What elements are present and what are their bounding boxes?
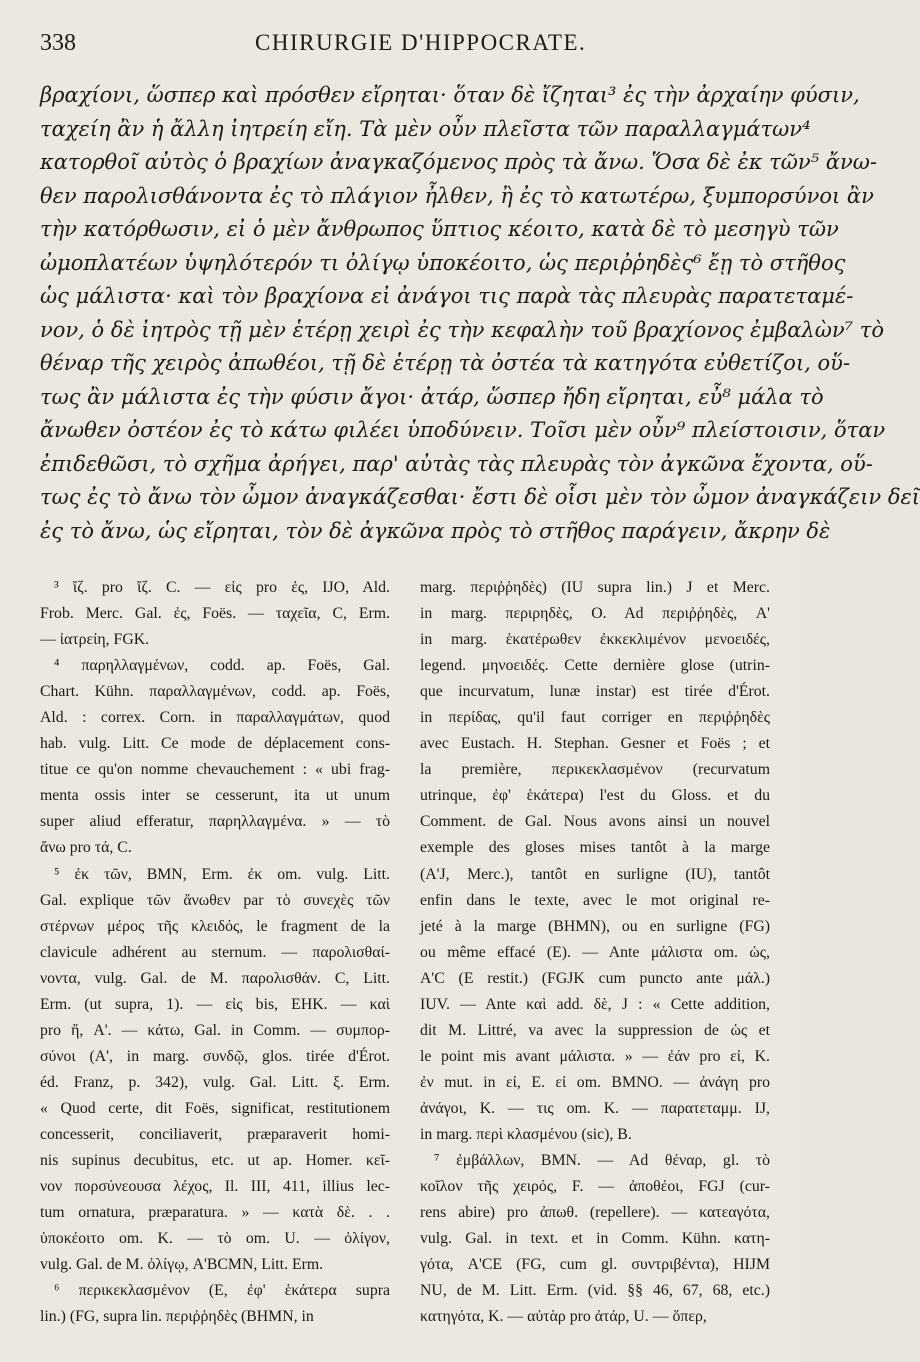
footnote-line: κοῖλον τῆς χειρός, F. — ἀποθέοι, FGJ (cur-	[420, 1178, 770, 1196]
footnote-line: marg. περιῤῥηδὲς) (IU supra lin.) J et Merc.	[420, 579, 770, 596]
footnote-line: ἄνω pro τά, C.	[40, 839, 132, 857]
footnote-line: in marg. περὶ κλασμένου (sic), B.	[420, 1125, 632, 1143]
footnote-line: σύνοι (A', in marg. συνδῷ, glos. tirée d'Érot.	[40, 1047, 390, 1065]
footnote-line: le point mis avant μάλιστα. » — ἐάν pro εἰ, K.	[420, 1047, 770, 1065]
footnote-line: ἀνάγοι, K. — τις om. K. — παρατεταμμ. IJ,	[420, 1099, 770, 1117]
footnote-line: tum ornatura, præparatura. » — κατὰ δὲ. . .	[40, 1204, 390, 1222]
footnote-line: νον πορσύνεουσα λέχος, Il. III, 411, illius lec-	[40, 1178, 390, 1196]
footnote-line: in marg. περιρηδὲς, O. Ad περιῤῥηδὲς, A'	[420, 605, 770, 623]
footnote-line: hab. vulg. Litt. Ce mode de déplacement cons-	[40, 735, 390, 753]
footnotes-right-column	[420, 575, 770, 1330]
footnote-line: ἐν mut. in εἰ, E. εἰ om. BMNO. — ἀνάγη pro	[420, 1073, 770, 1091]
text-line: ἄνωθεν ὀστέον ἐς τὸ κάτω φιλέει ὑποδύνειν. Τοῖσι μὲν οὖν⁹ πλείστοισιν, ὅταν	[40, 418, 886, 442]
text-line: ταχείη ἂν ἡ ἄλλη ἰητρείη εἴη. Τὰ μὲν οὖν πλεῖστα τῶν παραλλαγμάτων⁴	[40, 116, 811, 141]
footnote-line: Chart. Kühn. παραλλαγμένων, codd. ap. Foës,	[40, 683, 390, 701]
footnote-line: κατηγότα, K. — αὐτὰρ pro ἀτάρ, U. — ὅπερ,	[420, 1308, 707, 1326]
footnote-line: titue ce qu'on nomme chevauchement : « ubi frag-	[40, 761, 390, 779]
footnote-line: jeté à la marge (BHMN), ou en surligne (FG)	[420, 917, 770, 935]
text-line: θέναρ τῆς χειρὸς ἀπωθέοι, τῇ δὲ ἑτέρῃ τὰ ὀστέα τὰ κατηγότα εὐθετίζοι, οὕ-	[40, 351, 851, 375]
footnote-line: (A'J, Merc.), tantôt en surligne (IU), tantôt	[420, 865, 770, 883]
footnote-line: γότα, A'CE (FG, cum gl. συντριβέντα), HIJM	[420, 1256, 770, 1274]
footnote-line: ὑποκέοιτο om. K. — τὸ om. U. — ὀλίγον,	[40, 1230, 390, 1248]
footnote-line: Erm. (ut supra, 1). — εἰς bis, EHK. — καὶ	[40, 995, 390, 1013]
footnote-line: ³ ἴζ. pro ἴζ. C. — εἰς pro ἐς, IJO, Ald.	[54, 579, 390, 596]
footnote-line: que incurvatum, lunæ instar) est tirée d'Érot.	[420, 683, 770, 701]
footnote-line: NU, de M. Litt. Erm. (vid. §§ 46, 67, 68, etc.)	[420, 1282, 770, 1300]
footnote-line: — ἰατρείη, FGK.	[40, 631, 150, 649]
footnote-line: in περίδας, qu'il faut corriger en περιῤῥηδὲς	[420, 709, 770, 727]
footnote-line: ⁴ παρηλλαγμένων, codd. ap. Foës, Gal.	[54, 657, 390, 675]
footnote-line: vulg. Gal. in text. et in Comm. Kühn. κατη-	[420, 1230, 770, 1248]
footnote-line: menta ossis inter se cesserunt, ita ut unum	[40, 787, 390, 805]
footnote-line: rens abire) pro ἀπωθ. (repellere). — κατεαγότα,	[420, 1204, 770, 1222]
footnote-line: στέρνων μέρος τῆς κλειδός, le fragment de la	[40, 917, 390, 935]
footnote-line: pro ἤ, A'. — κάτω, Gal. in Comm. — συμπορ-	[40, 1021, 390, 1039]
footnote-line: avec Eustach. H. Stephan. Gesner et Foës ; et	[420, 735, 770, 753]
footnote-line: legend. μηνοειδές. Cette dernière glose (utrin-	[420, 657, 770, 675]
greek-main-text	[40, 79, 920, 548]
text-line: βραχίονι, ὥσπερ καὶ πρόσθεν εἴρηται· ὅταν δὲ ἴζηται³ ἐς τὴν ἀρχαίην φύσιν,	[40, 83, 860, 107]
footnote-line: Gal. explique τῶν ἄνωθεν par τὸ συνεχὲς τῶν	[40, 891, 390, 909]
footnote-line: concesserit, conciliaverit, præparaverit homi-	[40, 1125, 390, 1143]
footnote-line: enfin dans le texte, avec le mot original re-	[420, 891, 770, 909]
footnote-line: IUV. — Ante καὶ add. δὲ, J : « Cette addition,	[420, 995, 770, 1013]
text-line: ἐπιδεθῶσι, τὸ σχῆμα ἀρήγει, παρ' αὐτὰς τὰς πλευρὰς τὸν ἀγκῶνα ἔχοντα, οὕ-	[40, 451, 873, 476]
footnote-line: vulg. Gal. de M. ὀλίγῳ, A'BCMN, Litt. Erm.	[40, 1256, 324, 1274]
footnote-line: νοντα, vulg. Gal. de M. παρολισθάν. C, Litt.	[40, 969, 390, 987]
footnote-line: ⁵ ἐκ τῶν, BMN, Erm. ἐκ om. vulg. Litt.	[54, 865, 390, 883]
text-line: κατορθοῖ αὐτὸς ὁ βραχίων ἀναγκαζόμενος πρὸς τὰ ἄνω. Ὅσα δὲ ἐκ τῶν⁵ ἄνω-	[40, 150, 877, 174]
footnote-line: A'C (E restit.) (FGJK cum puncto ante μάλ.)	[420, 969, 770, 987]
footnotes	[40, 575, 770, 1330]
footnote-line: « Quod certe, dit Foës, significat, restitutionem	[40, 1099, 390, 1117]
footnote-line: nis supinus decubitus, etc. ut ap. Homer. κεῖ-	[40, 1152, 390, 1170]
footnotes-left-column	[40, 575, 390, 1330]
footnote-line: ⁶ περικεκλασμένον (E, ἐφ' ἑκάτερα supra	[54, 1282, 390, 1300]
page-number: 338	[40, 30, 76, 56]
page-header	[40, 30, 770, 64]
footnote-line: in marg. ἑκατέρωθεν ἐκκεκλιμένον μενοειδές,	[420, 631, 770, 649]
running-title: CHIRURGIE D'HIPPOCRATE.	[255, 30, 587, 55]
footnote-line: lin.) (FG, supra lin. περιῤῥηδὲς (BHMN, in	[40, 1308, 314, 1326]
text-line: τως ἐς τὸ ἄνω τὸν ὦμον ἀναγκάζεσθαι· ἔστι δὲ οἷσι μὲν τὸν ὦμον ἀναγκάζειν δεῖ	[40, 485, 920, 509]
text-line: ἐς τὸ ἄνω, ὡς εἴρηται, τὸν δὲ ἀγκῶνα πρὸς τὸ στῆθος παράγειν, ἄκρην δὲ	[40, 518, 831, 543]
text-line: θεν παρολισθάνοντα ἐς τὸ πλάγιον ἦλθεν, ἢ ἐς τὸ κατωτέρω, ξυμπορσύνοι ἂν	[40, 183, 874, 208]
text-line: ὠμοπλατέων ὑψηλότερόν τι ὀλίγῳ ὑποκέοιτο, ὡς περιῤῥηδὲς⁶ ἔῃ τὸ στῆθος	[40, 250, 846, 275]
footnote-line: clavicule adhérent au sternum. — παρολισθαί-	[40, 943, 390, 961]
footnote-line: Frob. Merc. Gal. ἐς, Foës. — ταχεῖα, C, Erm.	[40, 605, 390, 623]
footnote-line: utrinque, ἐφ' ἑκάτερα) l'est du Gloss. et du	[420, 787, 770, 805]
footnote-line: ou même effacé (E). — Ante μάλιστα om. ὡς,	[420, 943, 770, 961]
text-line: τὴν κατόρθωσιν, εἰ ὁ μὲν ἄνθρωπος ὕπτιος κέοιτο, κατὰ δὲ τὸ μεσηγὺ τῶν	[40, 217, 839, 241]
text-line: τως ἂν μάλιστα ἐς τὴν φύσιν ἄγοι· ἀτάρ, ὥσπερ ἤδη εἴρηται, εὖ⁸ μάλα τὸ	[40, 384, 824, 409]
footnote-line: ⁷ ἐμβάλλων, BMN. — Ad θέναρ, gl. τὸ	[434, 1152, 770, 1170]
text-line: ὡς μάλιστα· καὶ τὸν βραχίονα εἰ ἀνάγοι τις παρὰ τὰς πλευρὰς παρατεταμέ-	[40, 284, 854, 308]
footnote-line: éd. Franz, p. 342), vulg. Gal. Litt. ξ. Erm.	[40, 1073, 390, 1091]
footnote-line: super aliud efferatur, παρηλλαγμένα. » — τὸ	[40, 813, 390, 831]
footnote-line: Comment. de Gal. Nous avons ainsi un nouvel	[420, 813, 770, 831]
footnote-line: la première, περικεκλασμένον (recurvatum	[420, 761, 770, 779]
text-line: νον, ὁ δὲ ἰητρὸς τῇ μὲν ἑτέρῃ χειρὶ ἐς τὴν κεφαλὴν τοῦ βραχίονος ἐμβαλὼν⁷ τὸ	[40, 317, 884, 342]
footnote-line: dit M. Littré, va avec la suppression de ὡς et	[420, 1021, 770, 1039]
footnote-line: exemple des gloses mises tantôt à la marge	[420, 839, 770, 857]
footnote-line: Ald. : correx. Corn. in παραλλαγμάτων, quod	[40, 709, 390, 727]
